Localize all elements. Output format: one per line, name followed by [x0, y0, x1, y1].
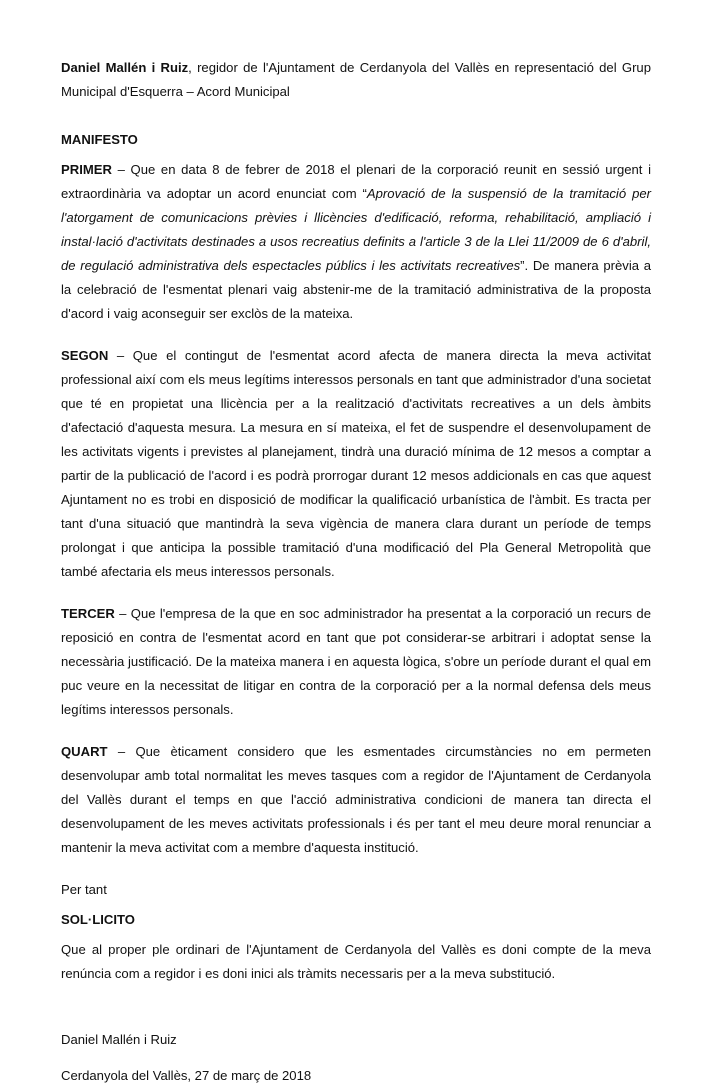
- intro-text: , regidor de l'Ajuntament de Cerdanyola del Vallès en representació del Grup Municipal d'Esquerra – Acord Municipal: [61, 60, 651, 99]
- section-segon-label: SEGON: [61, 348, 109, 363]
- section-tercer: [61, 602, 651, 722]
- author-name: Daniel Mallén i Ruiz: [61, 60, 189, 75]
- section-segon: [61, 344, 651, 584]
- document-page: [61, 56, 651, 1088]
- intro-paragraph: [61, 56, 651, 104]
- section-primer-label: PRIMER: [61, 162, 112, 177]
- section-quart: [61, 740, 651, 860]
- signature-name: Daniel Mallén i Ruiz: [61, 1032, 177, 1047]
- section-segon-text: – Que el contingut de l'esmentat acord afecta de manera directa la meva activitat professional així com els meus legítims interessos personals en tant que administrador d'una societat que té en propietat una llicència per a la realització d'activitats recreatives a un dels àmbits d'afectació d'aquesta mesura. La mesura en sí mateixa, el fet de suspendre el desenvolupament de les activitats vigents i previstes al planejament, tindrà una duració mínima de 12 mesos a comptar a partir de la publicació de l'acord i es podrà prorrogar durant 12 mesos addicionals en cas que aquest Ajuntament no es trobi en disposició de modificar la qualificació urbanística de l'àmbit. Es tracta per tant d'una situació que mantindrà la seva vigència de manera clara durant un període de temps prolongat i que anticipa la possible tramitació d'una modificació del Pla General Metropolità que també afectaria els meus interessos personals.: [61, 348, 651, 579]
- section-primer-text-before: – Que en data 8 de febrer de 2018 el plenari de la corporació reunit en sessió urgent i extraordinària va adoptar un acord enunciat com “: [61, 162, 651, 201]
- section-primer: [61, 158, 651, 326]
- manifesto-heading: MANIFESTO: [61, 132, 138, 147]
- section-quart-label: QUART: [61, 744, 108, 759]
- section-quart-text: – Que èticament considero que les esmentades circumstàncies no em permeten desenvolupar amb total normalitat les meves tasques com a regidor de l'Ajuntament de Cerdanyola del Vallès durant el temps en que l'acció administrativa condicioni de manera tan directa el desenvolupament de les meves activitats professionals i és per tant el meu deure moral renunciar a mantenir la meva activitat com a membre d'aquesta institució.: [61, 744, 651, 855]
- section-primer-text-after: ”. De manera prèvia a la celebració de l'esmentat plenari vaig abstenir-me de la tramitació administrativa de la proposta d'acord i vaig aconseguir ser exclòs de la mateixa.: [61, 258, 651, 321]
- section-primer-agreement-title: Aprovació de la suspensió de la tramitació per l'atorgament de comunicacions prèvies i llicències d'edificació, reforma, rehabilitació, ampliació i instal·lació d'activitats destinades a usos recreatius definits a l'article 3 de la Llei 11/2009 de 6 d'abril, de regulació administrativa dels espectacles públics i les activitats recreatives: [61, 186, 651, 273]
- sollicito-heading: SOL·LICITO: [61, 912, 135, 927]
- section-tercer-label: TERCER: [61, 606, 115, 621]
- signature-place-date: Cerdanyola del Vallès, 27 de març de 2018: [61, 1068, 312, 1083]
- per-tant-text: Per tant: [61, 882, 107, 897]
- section-tercer-text: – Que l'empresa de la que en soc administrador ha presentat a la corporació un recurs de reposició en contra de l'esmentat acord en tant que pot considerar-se arbitrari i adoptat sense la necessària justificació. De la mateixa manera i en aquesta lògica, s'obre un període durant el qual em puc veure en la necessitat de litigar en contra de la corporació per a la normal defensa dels meus legítims interessos personals.: [61, 606, 651, 717]
- sollicito-paragraph: Que al proper ple ordinari de l'Ajuntament de Cerdanyola del Vallès es doni compte de la meva renúncia com a regidor i es doni inici als tràmits necessaris per a la meva substitució.: [61, 942, 651, 981]
